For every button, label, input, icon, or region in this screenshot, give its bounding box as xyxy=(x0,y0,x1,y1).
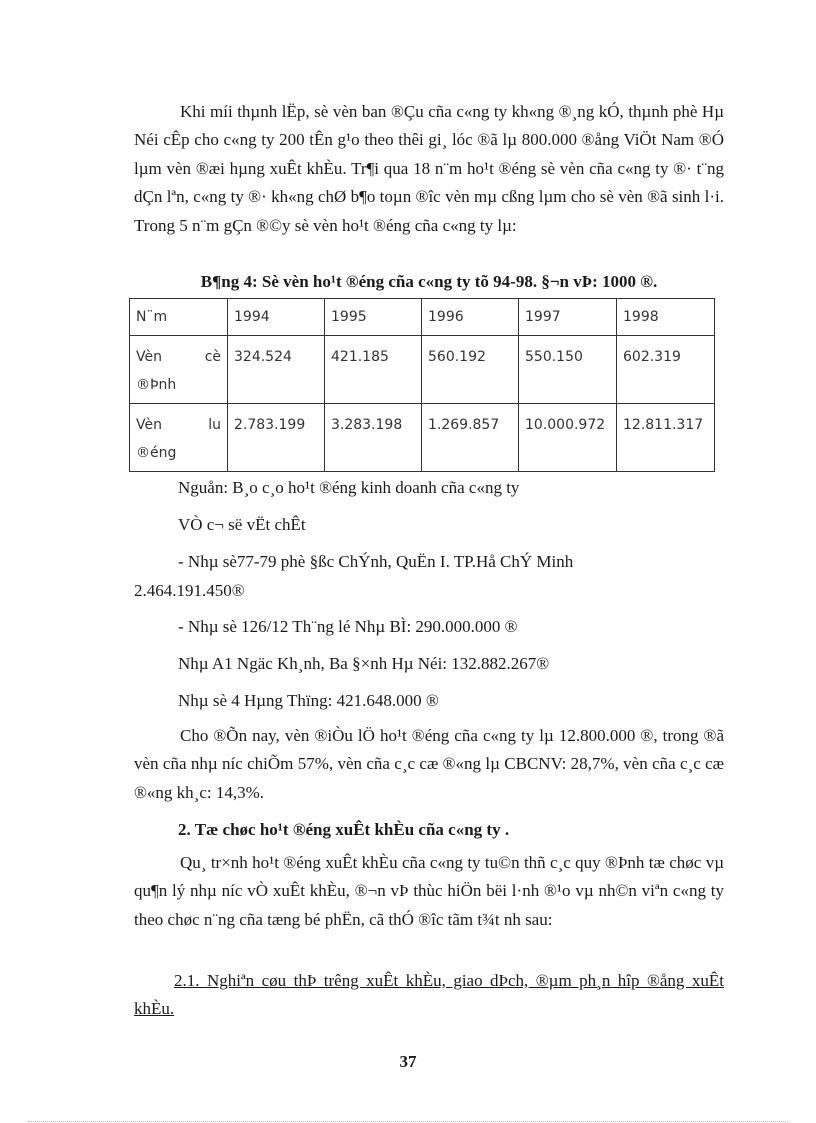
asset-item: - Nhµ sè 126/12 Th¨ng lé Nhµ BÌ: 290.000.000 ® xyxy=(178,617,518,636)
header-cell: 1994 xyxy=(228,299,325,336)
assets-title: VÒ c¬ së vËt chÊt xyxy=(178,515,306,534)
table-cell: 2.783.199 xyxy=(228,404,325,472)
table-cell: 1.269.857 xyxy=(422,404,519,472)
header-cell: N¨m xyxy=(130,299,228,336)
table-cell: 560.192 xyxy=(422,336,519,404)
table-cell: 10.000.972 xyxy=(519,404,617,472)
asset-item: Nhµ sè 4 Hµng Thïng: 421.648.000 ® xyxy=(178,691,439,710)
table-header-row xyxy=(130,299,715,336)
table-row xyxy=(130,336,715,404)
page-number: 37 xyxy=(399,1052,417,1071)
table-cell: 12.811.317 xyxy=(617,404,715,472)
capital-paragraph: Cho ®Õn nay, vèn ®iÒu lÖ ho¹t ®éng cña c«ng ty lµ 12.800.000 ®, trong ®ã vèn cña nhµ níc chiÕm 57%, vèn cña c¸c cæ ®«ng lµ CBCNV: 28,7%, vèn cña c¸c cæ ®«ng kh¸c: 14,3%. xyxy=(134,726,724,802)
asset-item: - Nhµ sè77-79 phè §ßc ChÝnh, QuËn I. TP.Hå ChÝ Minh xyxy=(178,552,574,571)
table-cell: 324.524 xyxy=(228,336,325,404)
table-caption: B¶ng 4: Sè vèn ho¹t ®éng cña c«ng ty tõ 94-98. §¬n vÞ: 1000 ®. xyxy=(200,272,658,291)
table-row xyxy=(130,404,715,472)
row-label: Vèn cè ®Þnh xyxy=(130,336,228,404)
section-heading: 2. Tæ chøc ho¹t ®éng xuÊt khÈu cña c«ng ty . xyxy=(178,820,510,839)
asset-item-value: 2.464.191.450® xyxy=(134,581,245,600)
subsection-heading: 2.1. Nghiªn cøu thÞ trêng xuÊt khÈu, giao dÞch, ®µm ph¸n hîp ®ång xuÊt khÈu. xyxy=(134,971,724,1018)
header-cell: 1998 xyxy=(617,299,715,336)
table-cell: 550.150 xyxy=(519,336,617,404)
row-label: Vèn lu ®éng xyxy=(130,404,228,472)
table-cell: 421.185 xyxy=(325,336,422,404)
intro-paragraph: Khi míi thµnh lËp, sè vèn ban ®Çu cña c«ng ty kh«ng ®¸ng kÓ, thµnh phè Hµ Néi cÊp cho c«ng ty 200 tÊn g¹o theo thêi gi¸ lóc ®ã lµ 800.000 ®ång ViÖt Nam ®Ó lµm vèn ®æi hµng xuÊt khÈu. Tr¶i qua 18 n¨m ho¹t ®éng sè vèn cña c«ng ty ®· t¨ng dÇn lªn, c«ng ty ®· kh«ng chØ b¶o toµn ®îc vèn mµ cßng lµm cho sè vèn ®ã sinh l·i. Trong 5 n¨m gÇn ®©y sè vèn ho¹t ®éng cña c«ng ty lµ: xyxy=(134,102,724,235)
table-cell: 602.319 xyxy=(617,336,715,404)
capital-table xyxy=(129,298,715,472)
header-cell: 1995 xyxy=(325,299,422,336)
header-cell: 1997 xyxy=(519,299,617,336)
process-paragraph: Qu¸ tr×nh ho¹t ®éng xuÊt khÈu cña c«ng ty tu©n thñ c¸c quy ®Þnh tæ chøc vµ qu¶n lý nhµ níc vÒ xuÊt khÈu, ®¬n vÞ thùc hiÖn bëi l·nh ®¹o vµ nh©n viªn c«ng ty theo chøc n¨ng cña tæng bé phËn, cã thÓ ®îc tãm t¾t nh sau: xyxy=(134,853,724,929)
page-footer-rule xyxy=(28,1121,788,1122)
table-cell: 3.283.198 xyxy=(325,404,422,472)
header-cell: 1996 xyxy=(422,299,519,336)
source-note: Nguån: B¸o c¸o ho¹t ®éng kinh doanh cña c«ng ty xyxy=(178,478,520,497)
asset-item: Nhµ A1 Ngäc Kh¸nh, Ba §×nh Hµ Néi: 132.882.267® xyxy=(178,654,550,673)
